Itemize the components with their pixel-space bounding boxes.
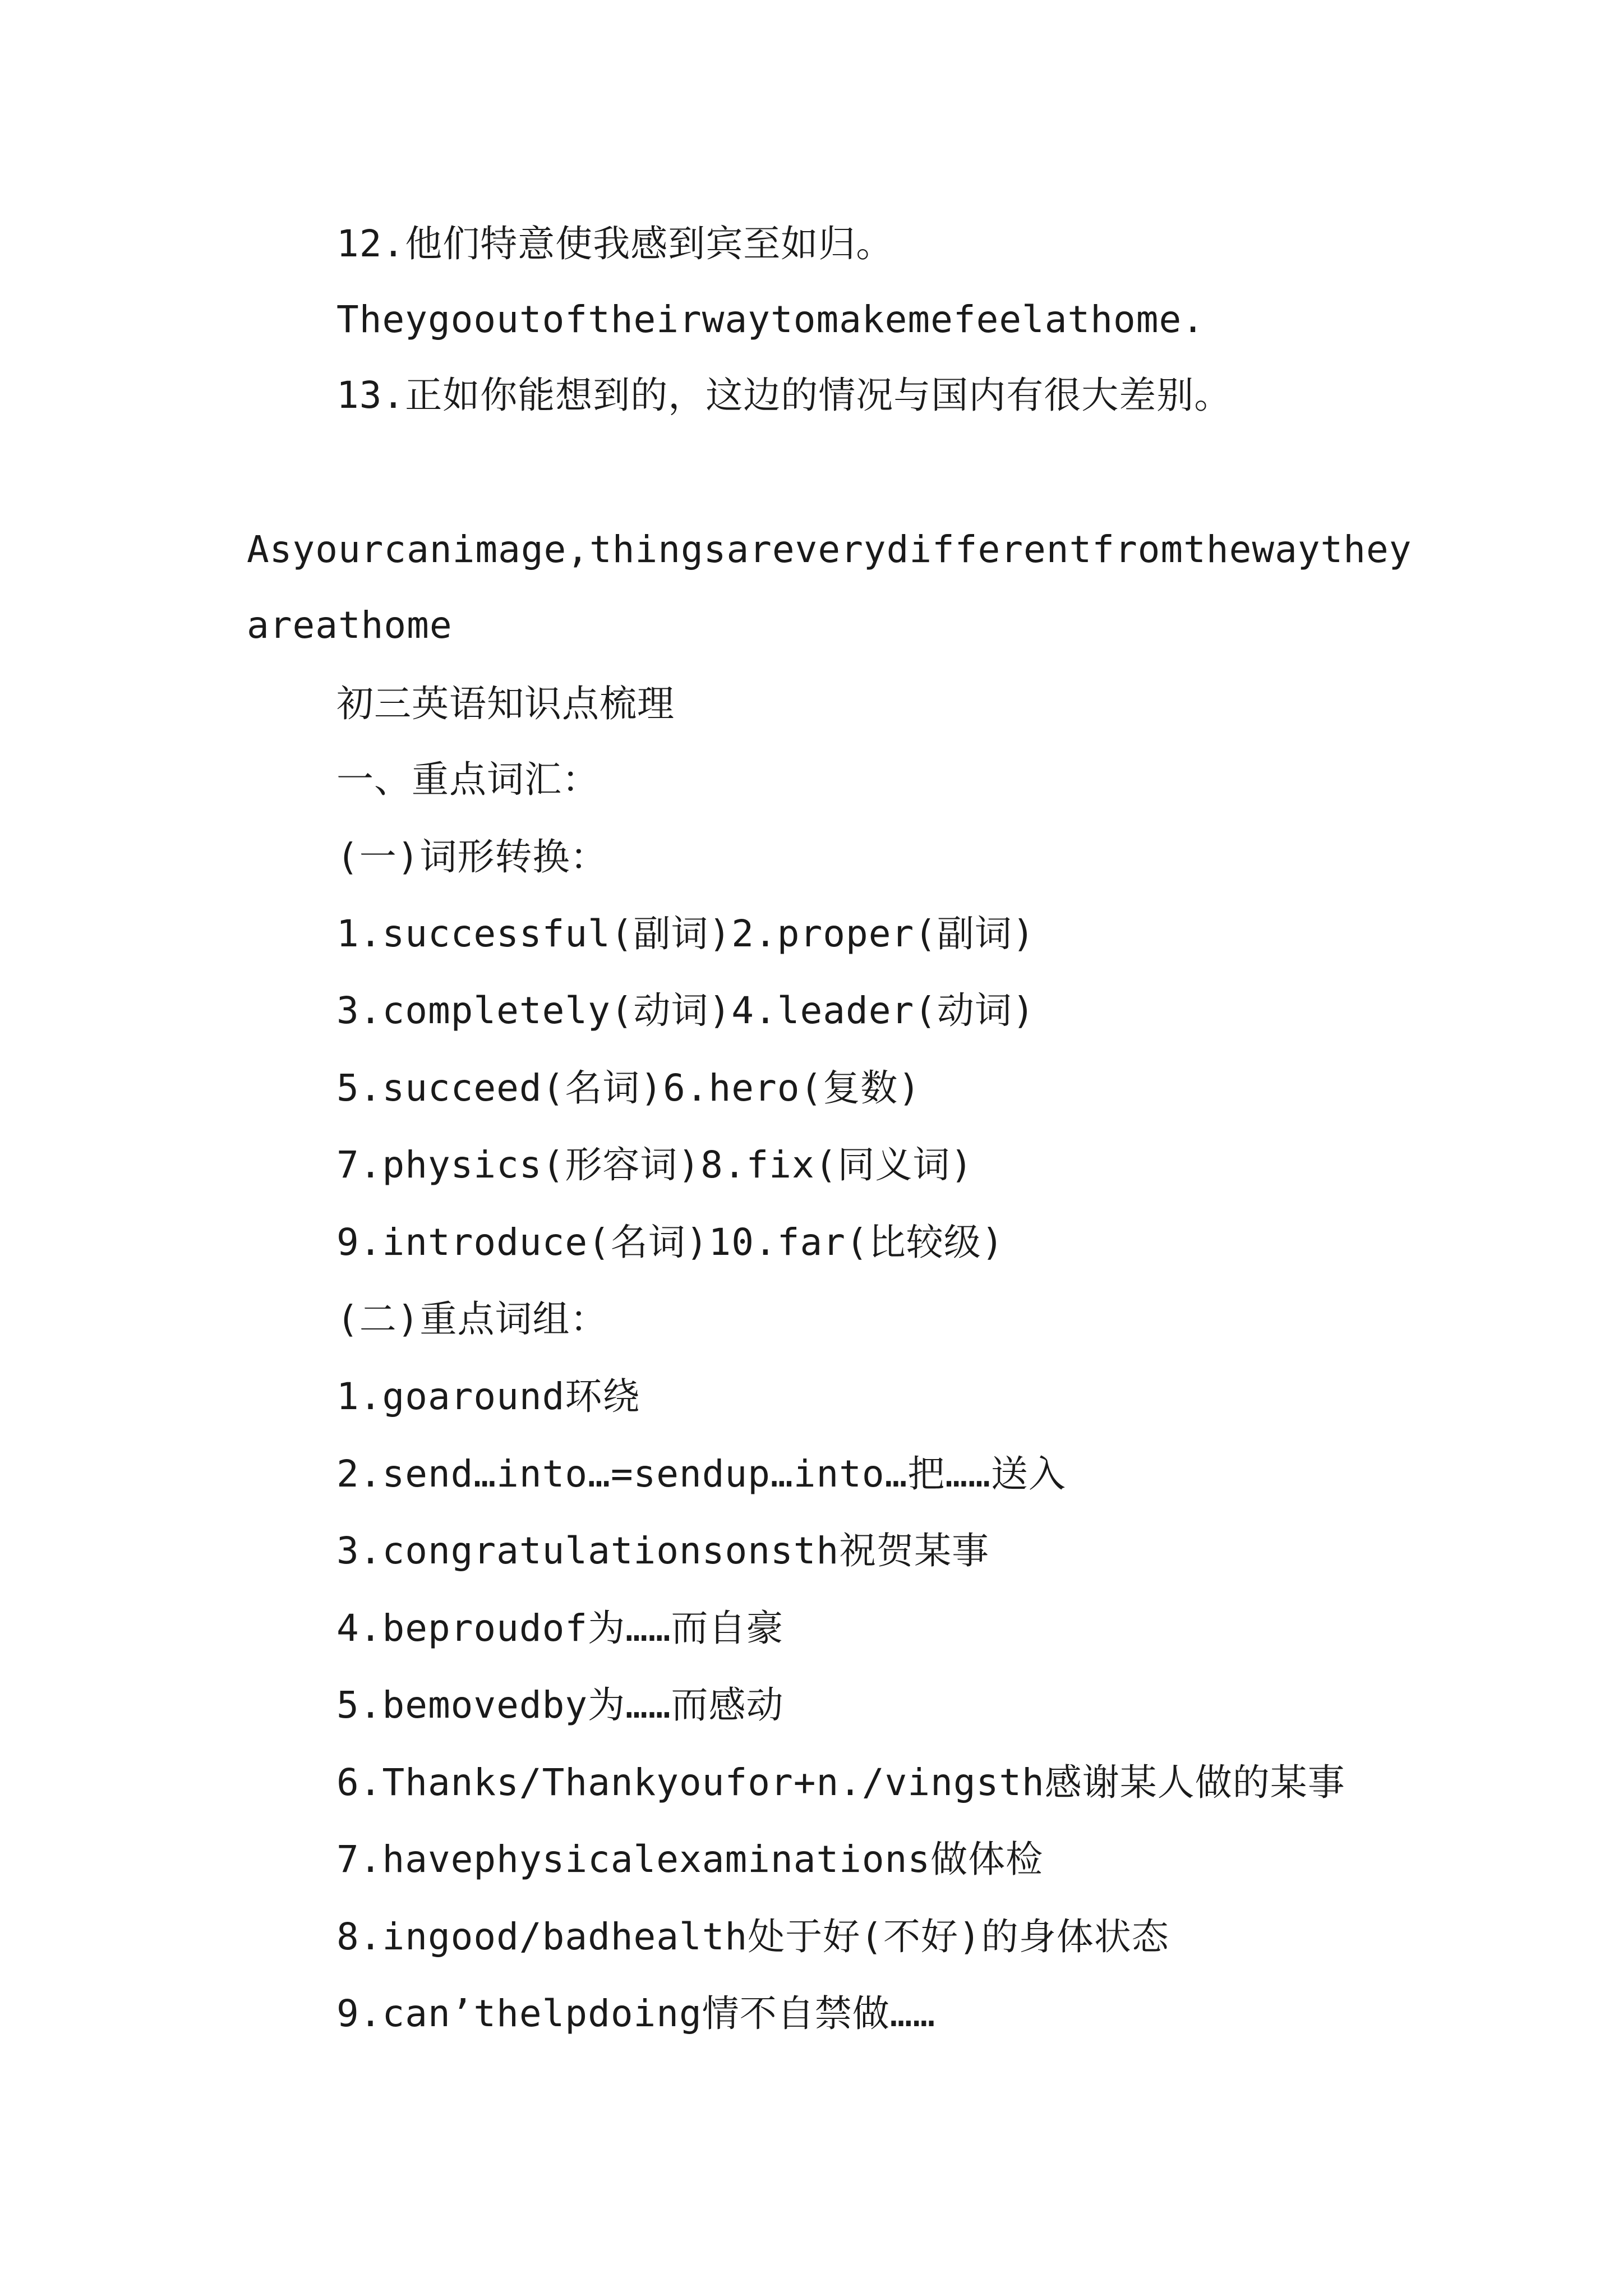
sentence-13-english-line-1: Asyourcanimage,thingsareverydifferentfromthewaythey	[247, 528, 1412, 571]
subheading-word-forms: (一)词形转换：	[336, 835, 608, 878]
phrase-item-5: 5.bemovedby为……而感动	[336, 1683, 784, 1727]
word-form-item-5-6: 5.succeed(名词)6.hero(复数)	[336, 1066, 921, 1110]
phrase-item-7: 7.havephysicalexaminations做体检	[336, 1838, 1044, 1881]
phrase-item-9: 9.can’thelpdoing情不自禁做……	[336, 1992, 936, 2035]
subheading-key-phrases: (二)重点词组：	[336, 1297, 608, 1341]
phrase-item-1: 1.goaround环绕	[336, 1375, 640, 1418]
section-title: 初三英语知识点梳理	[336, 682, 675, 725]
sentence-12-chinese: 12.他们特意使我感到宾至如归。	[336, 222, 894, 265]
heading-key-vocabulary: 一、重点词汇：	[336, 758, 600, 801]
word-form-item-9-10: 9.introduce(名词)10.far(比较级)	[336, 1221, 1004, 1264]
word-form-item-7-8: 7.physics(形容词)8.fix(同义词)	[336, 1143, 974, 1186]
phrase-item-4: 4.beproudof为……而自豪	[336, 1607, 784, 1650]
phrase-item-2: 2.send…into…=sendup…into…把……送入	[336, 1452, 1066, 1496]
phrase-item-6: 6.Thanks/Thankyoufor+n./vingsth感谢某人做的某事	[336, 1761, 1345, 1804]
sentence-13-english-line-2: areathome	[247, 604, 453, 647]
word-form-item-1-2: 1.successful(副词)2.proper(副词)	[336, 912, 1035, 955]
word-form-item-3-4: 3.completely(动词)4.leader(动词)	[336, 989, 1035, 1032]
phrase-item-3: 3.congratulationsonsth祝贺某事	[336, 1529, 990, 1572]
phrase-item-8: 8.ingood/badhealth处于好(不好)的身体状态	[336, 1915, 1169, 1958]
sentence-13-chinese: 13.正如你能想到的，这边的情况与国内有很大差别。	[336, 374, 1232, 417]
sentence-12-english: Theygooutoftheirwaytomakemefeelathome.	[336, 298, 1205, 341]
